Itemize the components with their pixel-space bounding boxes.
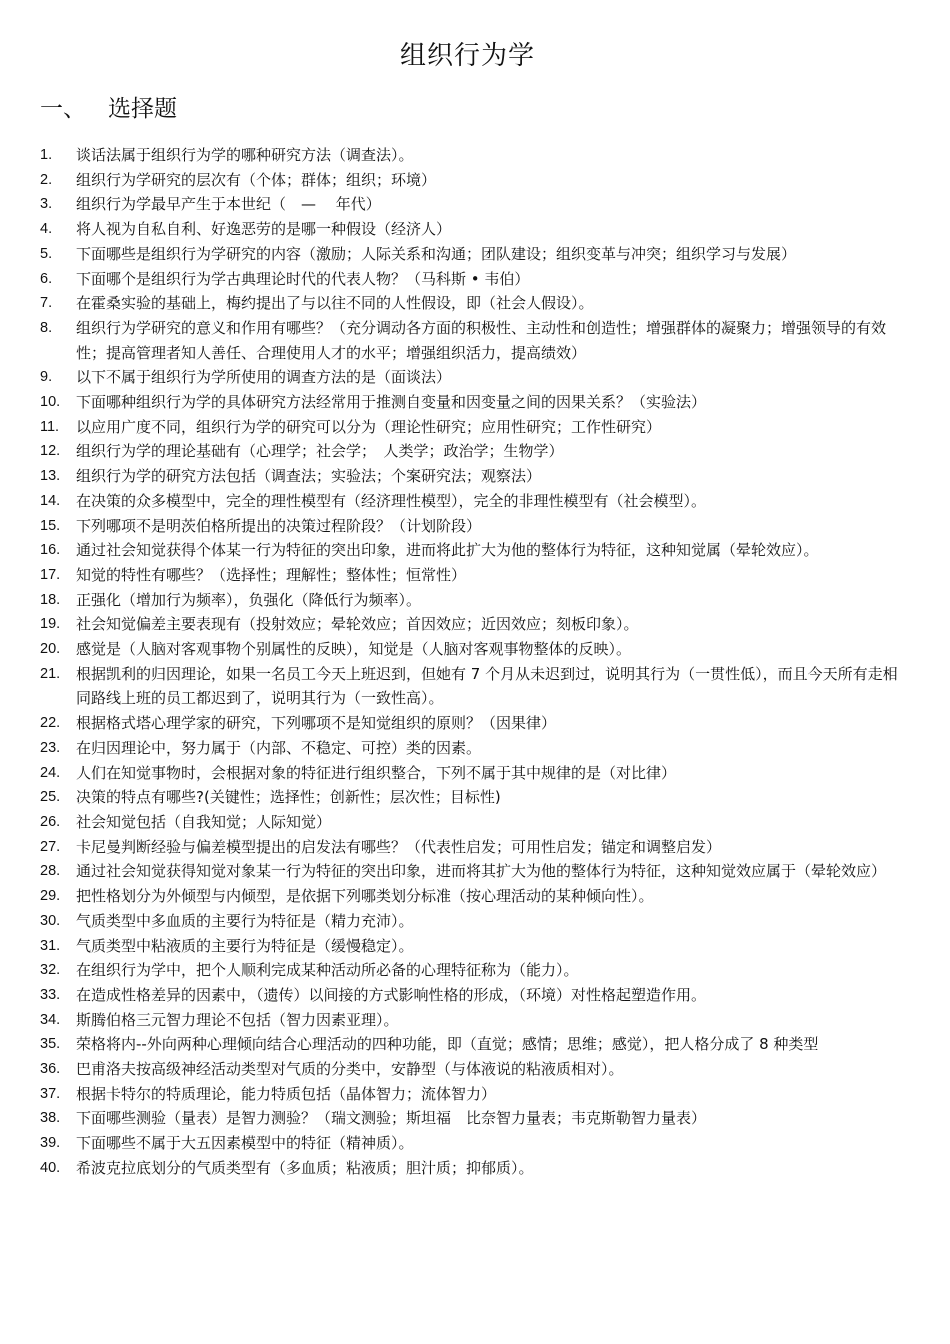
question-number: 21. [40,665,61,682]
question-number: 37. [40,1085,61,1102]
question-item [40,217,898,242]
question-number: 30. [40,912,61,929]
question-text: 根据卡特尔的特质理论，能力特质包括（晶体智力；流体智力） [76,1084,497,1103]
question-item [40,464,898,489]
question-item [40,958,898,983]
question-number: 16. [40,542,61,559]
section-number: 一、 [40,96,86,122]
question-item [40,1032,898,1057]
document-title: 组织行为学 [399,41,535,71]
question-text: 在霍桑实验的基础上，梅约提出了与以往不同的人性假设，即（社会人假设）。 [76,294,594,313]
question-item [40,489,898,514]
question-item [40,810,898,835]
question-item [40,514,898,539]
question-item [40,192,898,217]
question-item [40,168,898,193]
question-number: 22. [40,715,61,732]
question-item [40,365,898,390]
question-number: 11. [40,418,60,435]
question-item [40,662,898,711]
question-text: 组织行为学最早产生于本世纪（ — 年代） [76,195,381,214]
question-text: 谈话法属于组织行为学的哪种研究方法（调查法）。 [76,146,414,164]
question-list [40,143,898,1181]
question-text: 卡尼曼判断经验与偏差模型提出的启发法有哪些？（代表性启发；可用性启发；锚定和调整启发） [76,837,722,856]
question-text: 气质类型中多血质的主要行为特征是（精力充沛）。 [76,911,414,930]
question-item [40,785,898,810]
question-item [40,143,898,168]
question-number: 14. [40,492,61,509]
question-item [40,316,898,365]
question-number: 29. [40,888,61,905]
question-number: 38. [40,1110,61,1127]
question-item [40,588,898,613]
question-text: 组织行为学的研究方法包括（调查法；实验法；个案研究法；观察法） [76,467,542,486]
question-item [40,291,898,316]
question-number: 35. [40,1036,61,1053]
question-number: 15. [40,517,61,534]
question-number: 13. [40,468,61,485]
question-number: 34. [40,1011,61,1028]
question-number: 3. [40,196,53,213]
question-text: 人们在知觉事物时，会根据对象的特征进行组织整合，下列不属于其中规律的是（对比律） [76,763,677,782]
question-text: 下面哪个是组织行为学古典理论时代的代表人物？（马科斯 • 韦伯） [76,269,530,288]
question-number: 40. [40,1159,61,1176]
question-number: 27. [40,838,61,855]
question-item [40,439,898,464]
question-number: 19. [40,616,61,633]
question-number: 28. [40,863,61,880]
question-number: 33. [40,986,61,1003]
question-text: 以应用广度不同，组织行为学的研究可以分为（理论性研究；应用性研究；工作性研究） [76,417,662,436]
question-item [40,390,898,415]
question-text: 根据凯利的归因理论，如果一名员工今天上班迟到，但她有 7 个月从未迟到过，说明其行为（一贯性低），而且今天所有走相同路线上班的员工都迟到了，说明其行为（一致性高）。 [76,664,898,708]
question-text: 气质类型中粘液质的主要行为特征是（缓慢稳定）。 [76,936,414,955]
question-item [40,242,898,267]
question-number: 10. [40,394,61,411]
question-item [40,415,898,440]
question-number: 18. [40,591,61,608]
section-title: 选择题 [108,96,177,122]
question-text: 社会知觉包括（自我知觉；人际知觉） [76,812,332,831]
question-number: 36. [40,1061,61,1078]
question-number: 26. [40,813,61,830]
question-number: 6. [40,270,53,287]
question-text: 下面哪些是组织行为学研究的内容（激励；人际关系和沟通；团队建设；组织变革与冲突；组织学习与发展） [76,244,797,263]
question-text: 荣格将内--外向两种心理倾向结合心理活动的四种功能，即（直觉；感情；思维；感觉），把人格分成了 8 种类型 [76,1035,819,1054]
question-item [40,1131,898,1156]
question-item [40,761,898,786]
question-item [40,859,898,884]
question-number: 8. [40,319,53,336]
question-item [40,711,898,736]
question-number: 39. [40,1135,61,1152]
question-number: 2. [40,171,53,188]
question-text: 知觉的特性有哪些？（选择性；理解性；整体性；恒常性） [76,565,467,584]
question-item [40,267,898,292]
question-text: 以下不属于组织行为学所使用的调查方法的是（面谈法） [76,368,452,387]
question-text: 下面哪种组织行为学的具体研究方法经常用于推测自变量和因变量之间的因果关系？（实验法） [76,393,707,412]
question-text: 组织行为学研究的层次有（个体；群体；组织；环境） [76,170,437,189]
question-number: 9. [40,369,53,386]
question-text: 根据格式塔心理学家的研究，下列哪项不是知觉组织的原则？（因果律） [76,714,557,733]
question-item [40,909,898,934]
question-number: 23. [40,739,61,756]
question-item [40,1057,898,1082]
question-item [40,1106,898,1131]
question-text: 希波克拉底划分的气质类型有（多血质；粘液质；胆汁质；抑郁质）。 [76,1158,534,1177]
question-number: 1. [40,147,53,163]
question-number: 5. [40,245,53,262]
question-number: 4. [40,221,53,238]
question-number: 31. [40,937,61,954]
question-text: 在决策的众多模型中，完全的理性模型有（经济理性模型），完全的非理性模型有（社会模型）。 [76,491,707,510]
question-number: 24. [40,764,61,781]
question-item [40,934,898,959]
question-text: 把性格划分为外倾型与内倾型，是依据下列哪类划分标准（按心理活动的某种倾向性）。 [76,887,654,906]
question-number: 20. [40,641,61,658]
question-text: 决策的特点有哪些?(关键性；选择性；创新性；层次性；目标性) [76,788,501,807]
question-text: 感觉是（人脑对客观事物个别属性的反映），知觉是（人脑对客观事物整体的反映）。 [76,640,632,659]
question-number: 25. [40,789,61,806]
section-heading [40,93,177,125]
question-item [40,612,898,637]
question-text: 下面哪些不属于大五因素模型中的特征（精神质）。 [76,1134,414,1153]
question-item [40,835,898,860]
question-text: 下面哪些测验（量表）是智力测验？（瑞文测验；斯坦福 比奈智力量表；韦克斯勒智力量表） [76,1109,707,1128]
question-text: 社会知觉偏差主要表现有（投射效应；晕轮效应；首因效应；近因效应；刻板印象）。 [76,615,639,634]
question-text: 通过社会知觉获得知觉对象某一行为特征的突出印象，进而将其扩大为他的整体行为特征，这种知觉效应属于（晕轮效应） [76,862,887,881]
question-text: 通过社会知觉获得个体某一行为特征的突出印象，进而将此扩大为他的整体行为特征，这种知觉属（晕轮效应）。 [76,541,819,560]
question-item [40,1008,898,1033]
question-item [40,736,898,761]
question-number: 17. [40,566,61,583]
question-text: 组织行为学研究的意义和作用有哪些？（充分调动各方面的积极性、主动性和创造性；增强群体的凝聚力；增强领导的有效性；提高管理者知人善任、合理使用人才的水平；增强组织活力，提高绩效） [76,318,887,362]
question-text: 巴甫洛夫按高级神经活动类型对气质的分类中，安静型（与体液说的粘液质相对）。 [76,1060,624,1079]
question-text: 下列哪项不是明茨伯格所提出的决策过程阶段？（计划阶段） [76,516,482,535]
question-item [40,1156,898,1181]
question-text: 在归因理论中，努力属于（内部、不稳定、可控）类的因素。 [76,738,482,757]
question-text: 组织行为学的理论基础有（心理学；社会学； 人类学；政治学；生物学） [76,442,564,461]
question-item [40,1082,898,1107]
question-text: 在造成性格差异的因素中，（遗传）以间接的方式影响性格的形成，（环境）对性格起塑造作用。 [76,985,707,1004]
question-item [40,637,898,662]
question-item [40,983,898,1008]
question-text: 将人视为自私自利、好逸恶劳的是哪一种假设（经济人） [76,220,452,239]
question-item [40,538,898,563]
question-item [40,884,898,909]
question-number: 32. [40,962,61,979]
question-text: 在组织行为学中，把个人顺利完成某种活动所必备的心理特征称为（能力）。 [76,961,579,980]
question-number: 7. [40,295,53,312]
question-text: 斯腾伯格三元智力理论不包括（智力因素亚理）。 [76,1010,399,1029]
question-item [40,563,898,588]
question-number: 12. [40,443,61,460]
question-text: 正强化（增加行为频率），负强化（降低行为频率）。 [76,590,422,609]
